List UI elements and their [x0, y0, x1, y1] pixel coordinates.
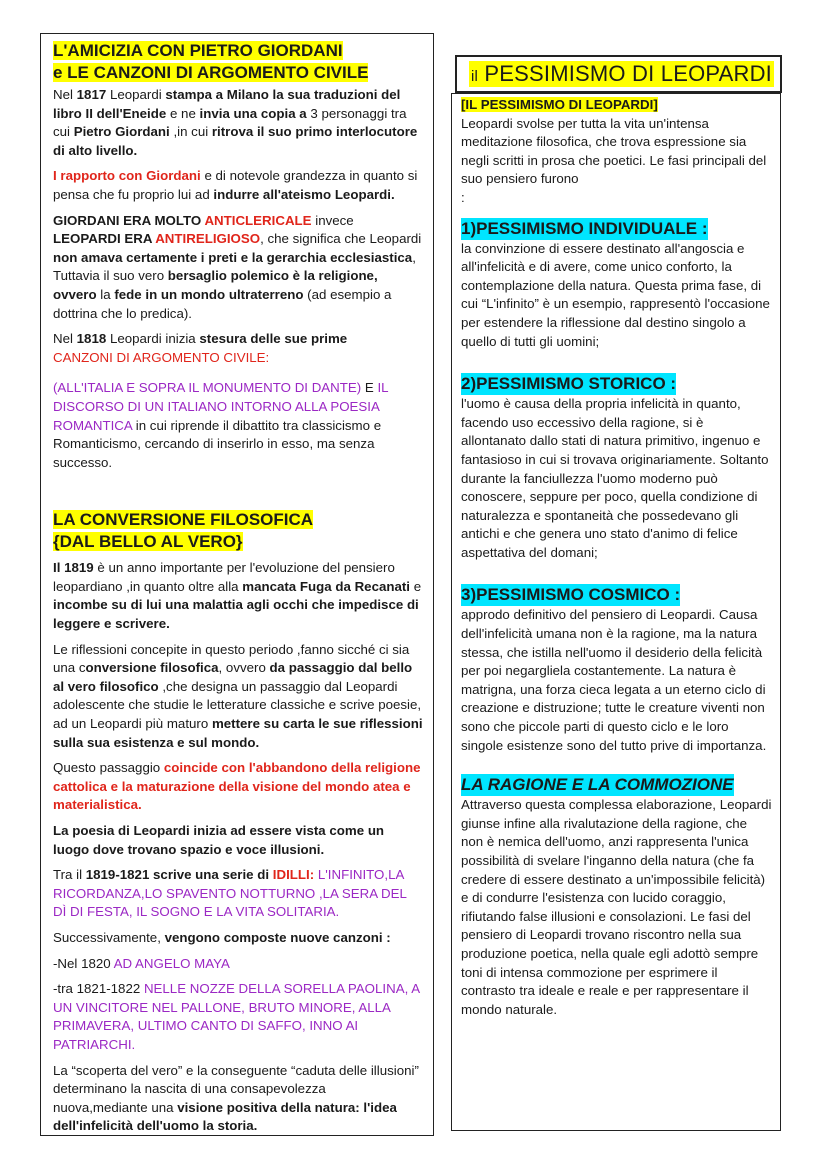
- paragraph: [IL PESSIMISMO DI LEOPARDI] Leopardi svolse per tutta la vita un'intensa meditazione filosofica, che trova espressione sia negli scritti in prosa che poetici. Le fasi principali del suo pensiero furono :: [461, 97, 767, 205]
- paragraph: Il 1819 è un anno importante per l'evoluzione del pensiero leopardiano ,in quanto oltre alla mancata Fuga da Recanati e incombe su di lui una malattia agli occhi che impedisce di leggere e scrivere.: [53, 560, 422, 632]
- paragraph: Nel 1817 Leopardi stampa a Milano la sua traduzioni del libro II dell'Eneide e ne invia una copia a 3 personaggi tra cui Pietro Giordani ,in cui ritrova il suo primo interlocutore di alto livello.: [53, 87, 418, 158]
- paragraph: Questo passaggio coincide con l'abbandono della religione cattolica e la maturazione della visione del mondo atea e materialistica.: [53, 760, 421, 813]
- section-title-cosmico: 3)PESSIMISMO COSMICO :: [461, 585, 681, 605]
- paragraph: Attraverso questa complessa elaborazione, Leopardi giunse infine alla rivalutazione della ragione, che non è nemica dell'uomo, anzi rappresenta l'unica possibilità di svelare l'inganno della natura (che fa credere di essere destinato a un'impossibile felicità) e di condurre l'esistenza con lucido coraggio, rifiutando false illusioni e consolazioni. Le fasi del pensiero di Leopardi trovano riscontro nella sua produzione poetica, nella quale egli adottò sempre toni di intensa commozione per esprimere il contrasto tra ideale e reale e per rappresentare il mondo naturale.: [461, 797, 772, 1017]
- paragraph: I rapporto con Giordani e di notevole grandezza in quanto si pensa che fu proprio lui ad indurre all'ateismo Leopardi.: [53, 168, 418, 202]
- intro-tag: [IL PESSIMISMO DI LEOPARDI]: [461, 97, 658, 112]
- paragraph: Tra il 1819-1821 scrive una serie di IDILLI: L'INFINITO,LA RICORDANZA,LO SPAVENTO NOTTURNO ,LA SERA DEL DÌ DI FESTA, IL SOGNO E LA VITA SOLITARIA.: [53, 867, 407, 920]
- section-title-canzoni: e LE CANZONI DI ARGOMENTO CIVILE: [53, 63, 369, 82]
- section-title-conversione: LA CONVERSIONE FILOSOFICA: [53, 510, 314, 530]
- paragraph: (ALL'ITALIA E SOPRA IL MONUMENTO DI DANTE) E IL DISCORSO DI UN ITALIANO INTORNO ALLA POESIA ROMANTICA in cui riprende il dibattito tra classicismo e Romanticismo, cercando di inserirlo in esso, ma senza successo.: [53, 380, 389, 470]
- paragraph: l'uomo è causa della propria infelicità in quanto, facendo uso eccessivo della ragione, si è allontanato dallo stati di natura primitivo, ingenuo e fantasioso in cui si trovava originariamente. Soltanto durante la fanciullezza l'uomo moderno può conoscere, seppure per poco, quella condizione di naturalezza e spontaneità che possedevano gli antichi e che genera uno stato d'animo di felice aspettativa del domani;: [461, 396, 769, 560]
- paragraph: GIORDANI ERA MOLTO ANTICLERICALE invece LEOPARDI ERA ANTIRELIGIOSO, che significa che Leopardi non amava certamente i preti e la gerarchia ecclesiastica, Tuttavia il suo vero bersaglio polemico è la religione, ovvero la fede in un mondo ultraterreno (ad esempio a dottrina che lo predica).: [53, 212, 422, 321]
- section-title-individuale: 1)PESSIMISMO INDIVIDUALE :: [461, 218, 708, 238]
- paragraph: approdo definitivo del pensiero di Leopardi. Causa dell'infelicità umana non è la ragione, ma la natura stessa, che istilla nell'uomo il desiderio della felicità per poi negargliela costantemente. La natura è matrigna, una forza cieca legata a un eterno ciclo di creazione e distruzione; tutte le creature viventi non sono che piccole parti di questo ciclo e le loro singole esistenze sono del tutto prive di importanza.: [461, 607, 767, 753]
- paragraph: Nel 1818 Leopardi inizia stesura delle sue prime CANZONI DI ARGOMENTO CIVILE:: [53, 331, 348, 365]
- paragraph: La “scoperta del vero” e la conseguente “caduta delle illusioni” determinano la nascita di una consapevolezza nuova,mediante una visione positiva della natura: l'idea dell'infelicità dell'uomo la storia.: [53, 1062, 419, 1134]
- right-title-box: [455, 55, 782, 93]
- paragraph: Successivamente, vengono composte nuove canzoni :: [53, 929, 391, 945]
- section-title-ragione: LA RAGIONE E LA COMMOZIONE: [461, 775, 734, 795]
- paragraph: -Nel 1820 AD ANGELO MAYA: [53, 955, 230, 971]
- paragraph: -tra 1821-1822 NELLE NOZZE DELLA SORELLA PAOLINA, A UN VINCITORE NEL PALLONE, BRUTO MINORE, ALLA PRIMAVERA, ULTIMO CANTO DI SAFFO, INNO AI PATRIARCHI.: [53, 981, 420, 1052]
- section-title-amicizia: L'AMICIZIA CON PIETRO GIORDANI: [53, 41, 343, 60]
- section-subtitle-bello-vero: {DAL BELLO AL VERO}: [53, 532, 243, 552]
- section-title-storico: 2)PESSIMISMO STORICO :: [461, 374, 677, 394]
- page-title: il PESSIMISMO DI LEOPARDI: [471, 61, 772, 86]
- left-column: [40, 33, 434, 1136]
- paragraph: La poesia di Leopardi inizia ad essere vista come un luogo dove trovano spazio e voce illusioni.: [53, 823, 385, 857]
- paragraph: la convinzione di essere destinato all'angoscia e all'infelicità e di avere, come unico conforto, la contemplazione della natura. Questa prima fase, di cui “L'infinito” è un esempio, rappresentò l'occasione per estendere la riflessione dal destino singolo a quello di tutti gli uomini;: [461, 240, 770, 349]
- paragraph: Le riflessioni concepite in questo periodo ,fanno sicché ci sia una conversione filosofica, ovvero da passaggio dal bello al vero filosofico ,che designa un passaggio dal Leopardi adolescente che studie le letterature classiche e scrive poesie, ad un Leopardi più maturo mettere su carta le sue riflessioni sulla sua esistenza e sul mondo.: [53, 641, 423, 750]
- right-column: [451, 93, 781, 1131]
